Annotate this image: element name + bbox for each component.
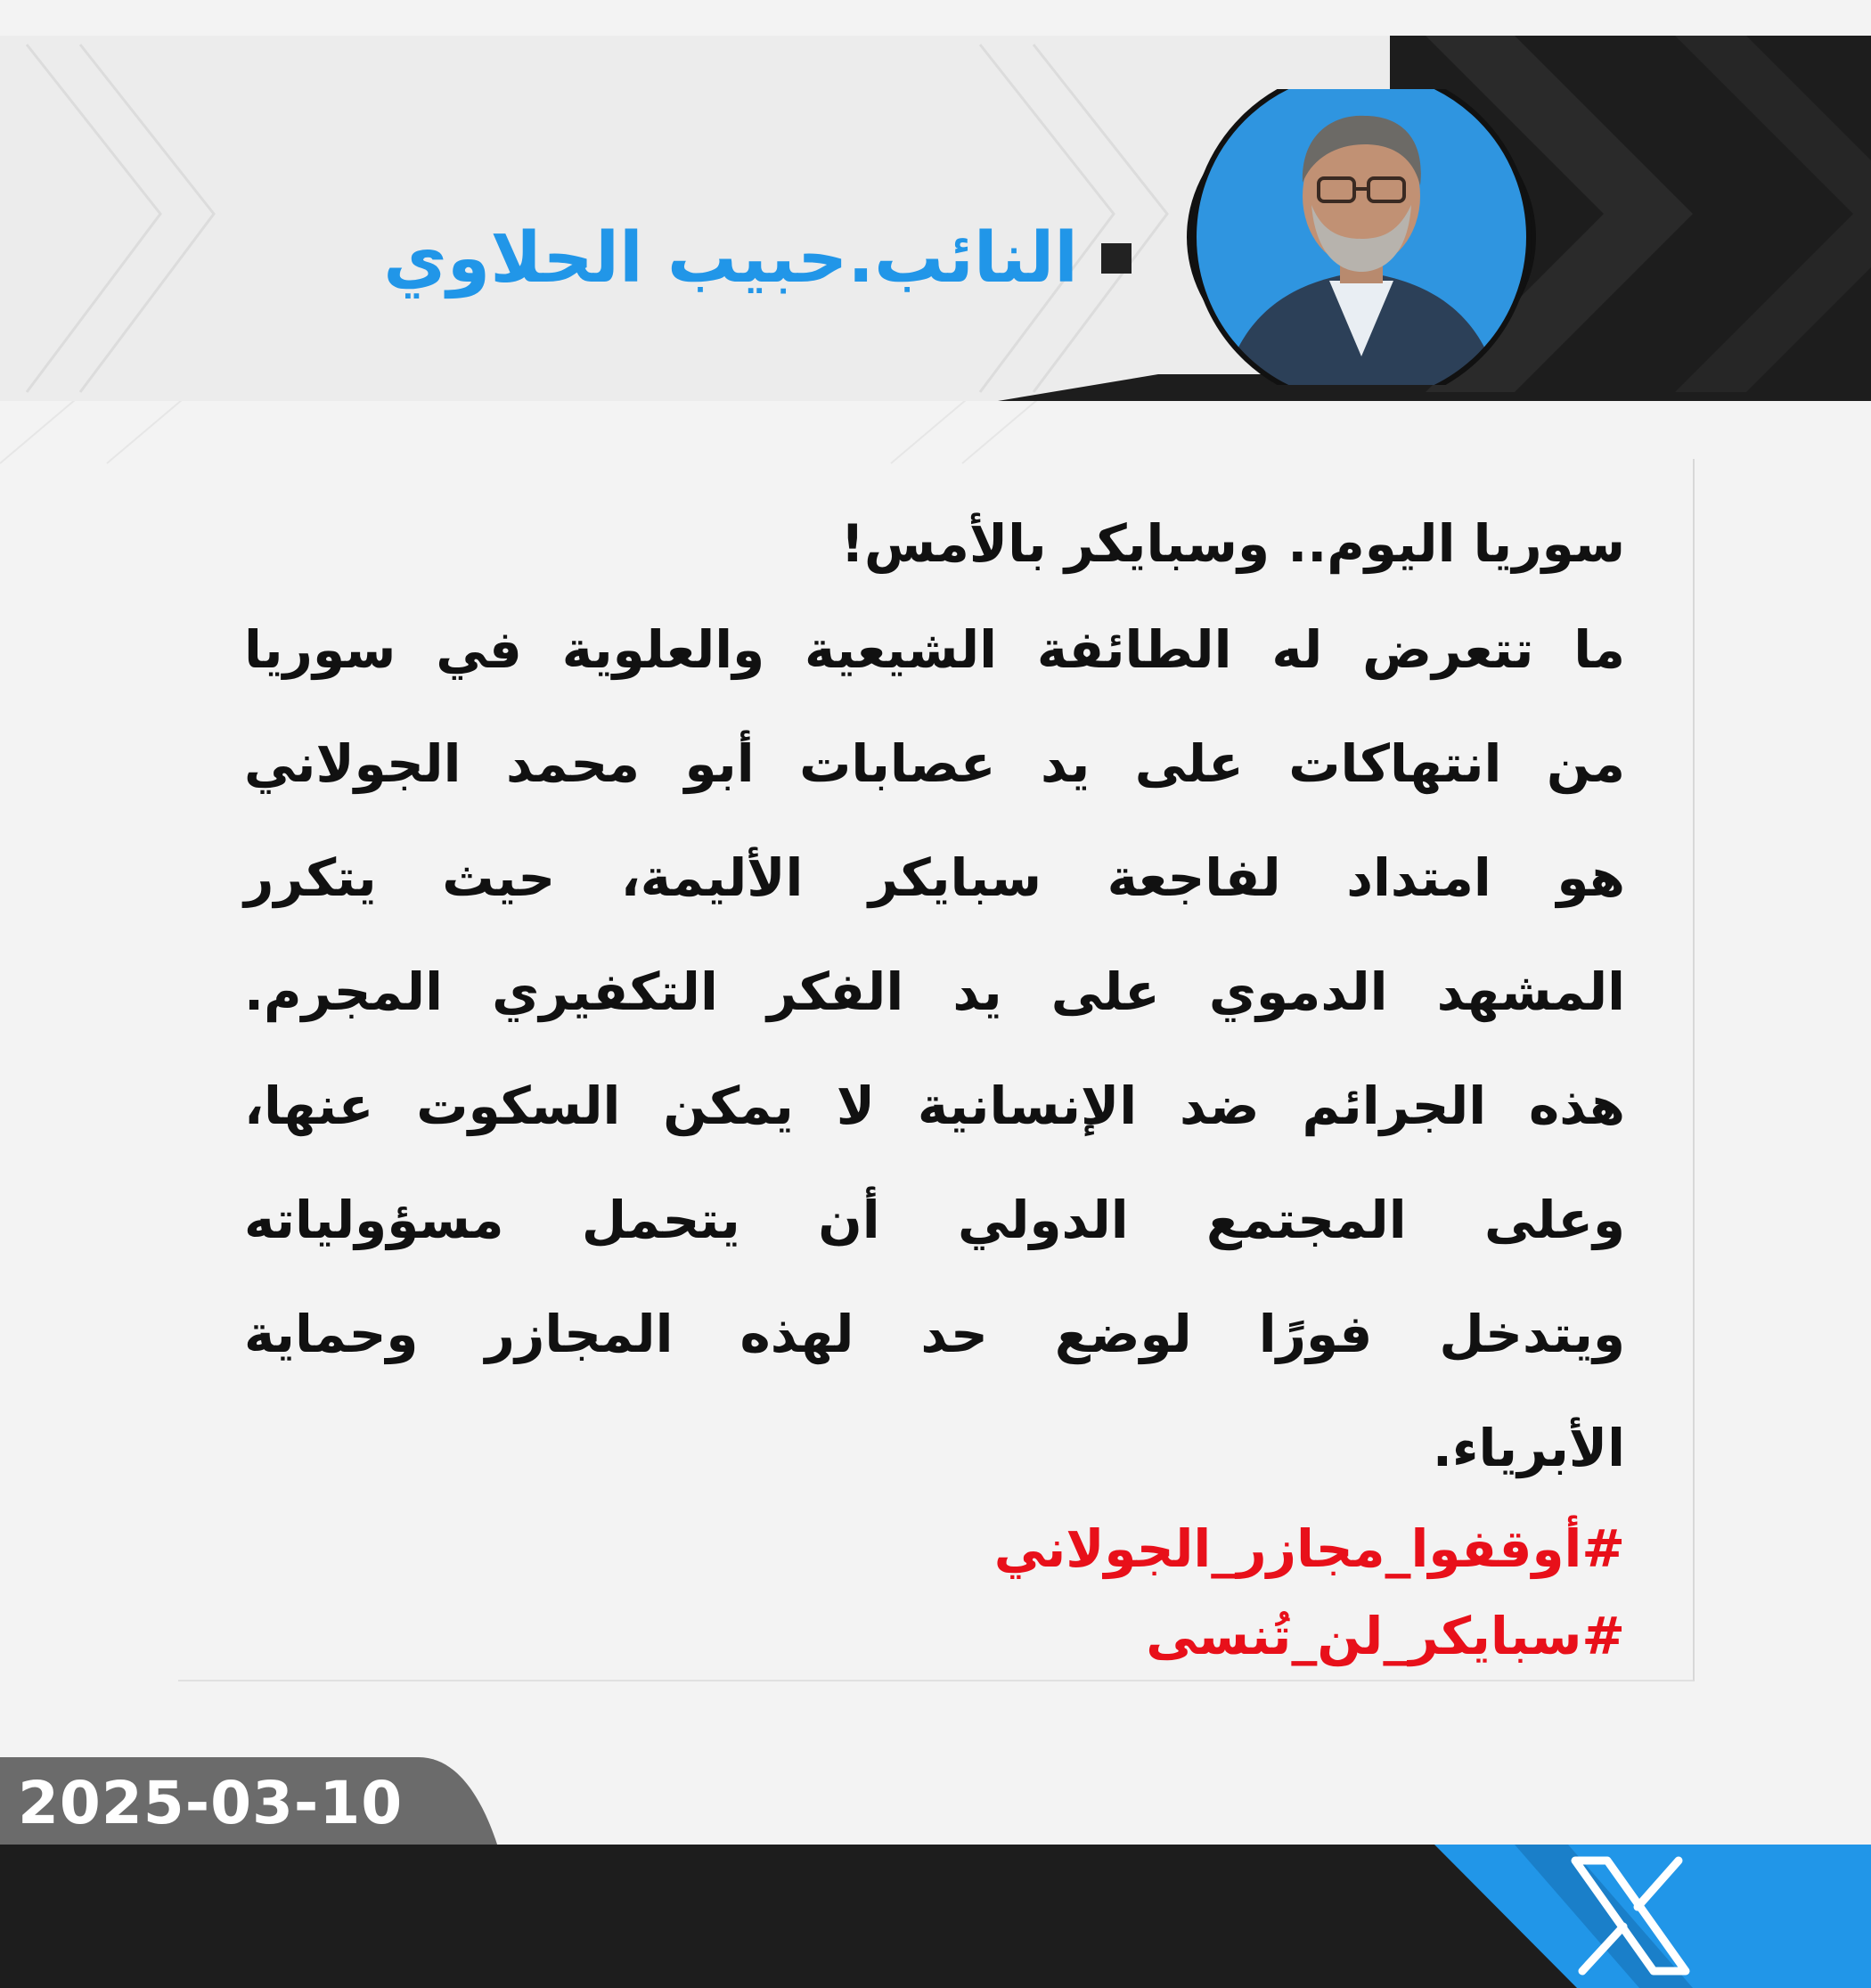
post-body	[244, 495, 1625, 1680]
post-line: المشهد الدموي على يد الفكر التكفيري المجرم.	[244, 961, 1625, 1022]
post-line: ويتدخل فورًا لوضع حد لهذه المجازر وحماية	[244, 1304, 1625, 1364]
post-line: ما تتعرض له الطائفة الشيعية والعلوية في سوريا	[244, 619, 1625, 680]
x-logo-icon[interactable]	[1568, 1845, 1693, 1987]
post-date: 2025-03-10	[18, 1769, 404, 1837]
post-line: الأبرياء.	[1432, 1418, 1625, 1478]
square-bullet-icon	[1101, 243, 1132, 274]
post-line: وعلى المجتمع الدولي أن يتحمل مسؤولياته	[244, 1190, 1625, 1250]
post-line: سوريا اليوم.. وسبايكر بالأمس!	[840, 513, 1625, 574]
author-title	[383, 205, 1132, 312]
post-line: هذه الجرائم ضد الإنسانية لا يمكن السكوت عنها،	[244, 1076, 1625, 1136]
hashtag-link[interactable]: #سبايكر_لن_تُنسى	[1146, 1606, 1625, 1666]
author-avatar	[1187, 89, 1536, 385]
post-line: هو امتداد لفاجعة سبايكر الأليمة، حيث يتكرر	[244, 847, 1625, 908]
post-line: من انتهاكات على يد عصابات أبو محمد الجولاني	[244, 733, 1625, 794]
hashtag-link[interactable]: #أوقفوا_مجازر_الجولاني	[993, 1518, 1625, 1579]
author-name: النائب.حبيب الحلاوي	[383, 218, 1078, 299]
